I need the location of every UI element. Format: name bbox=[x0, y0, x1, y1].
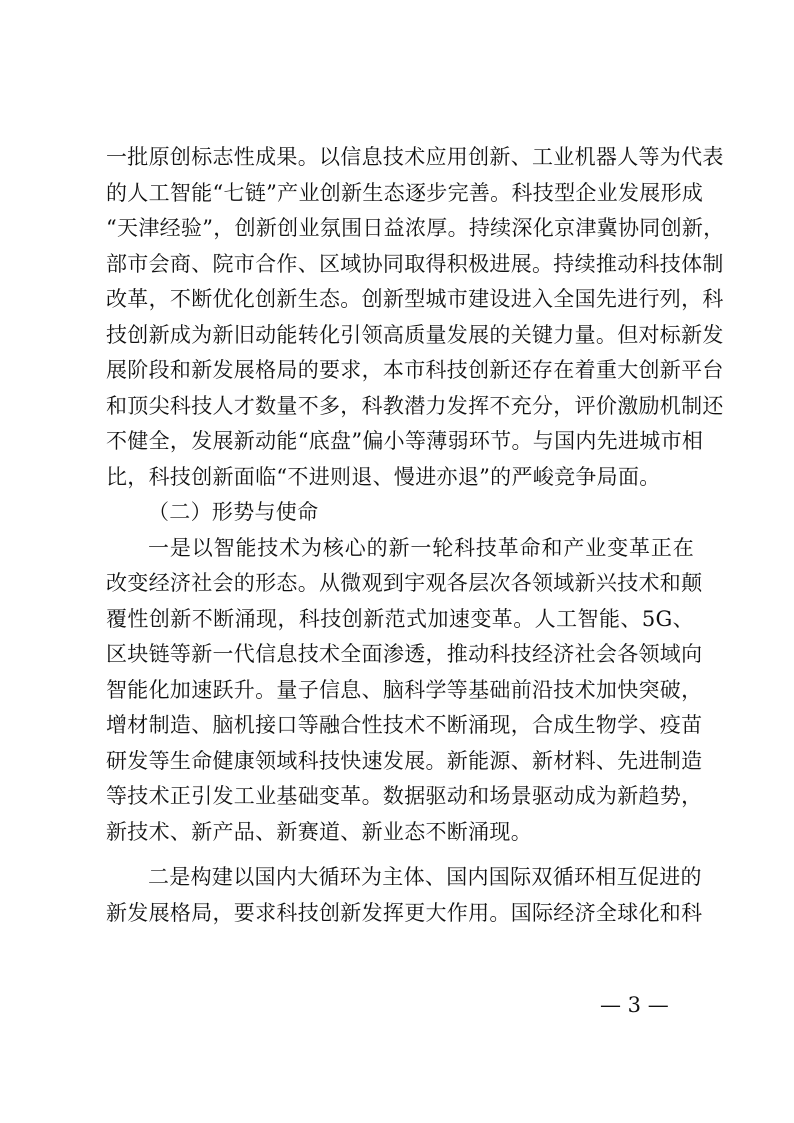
section-heading bbox=[106, 495, 694, 531]
text-line: 新技术、新产品、新赛道、新业态不断涌现。 bbox=[106, 819, 532, 844]
text-line: 部市会商、院市合作、区域协同取得积极进展。持续推动科技体制 bbox=[106, 251, 724, 276]
text-line: 和顶尖科技人才数量不多，科教潜力发挥不充分，评价激励机制还 bbox=[106, 393, 724, 418]
text-line: 增材制造、脑机接口等融合性技术不断涌现，合成生物学、疫苗 bbox=[106, 713, 703, 737]
text-line: 研发等生命健康领域科技快速发展。新能源、新材料、先进制造 bbox=[106, 748, 703, 773]
text-line: 不健全，发展新动能“底盘”偏小等薄弱环节。与国内先进城市相 bbox=[106, 429, 704, 453]
text-line: 智能化加速跃升。量子信息、脑科学等基础前沿技术加快突破， bbox=[106, 677, 703, 702]
text-line: 改革，不断优化创新生态。创新型城市建设进入全国先进行列，科 bbox=[106, 287, 724, 311]
text-line: 等技术正引发工业基础变革。数据驱动和场景驱动成为新趋势， bbox=[106, 784, 703, 808]
paragraph bbox=[106, 140, 725, 495]
text-line: 比，科技创新面临“不进则退、慢进亦退”的严峻竞争局面。 bbox=[106, 464, 661, 489]
page-number: — 3 — bbox=[600, 993, 669, 1017]
text-line: 一批原创标志性成果。以信息技术应用创新、工业机器人等为代表 bbox=[106, 145, 724, 169]
text-line: 区块链等新一代信息技术全面渗透，推动科技经济社会各领域向 bbox=[106, 642, 703, 666]
body-text bbox=[106, 140, 725, 931]
heading-text: （二）形势与使命 bbox=[148, 500, 319, 524]
text-line: 一是以智能技术为核心的新一轮科技革命和产业变革正在 bbox=[148, 535, 694, 560]
text-line: 覆性创新不断涌现，科技创新范式加速变革。人工智能、5G、 bbox=[106, 606, 694, 631]
text-line: 二是构建以国内大循环为主体、国内国际双循环相互促进的 bbox=[148, 865, 702, 889]
text-line: 展阶段和新发展格局的要求，本市科技创新还存在着重大创新平台 bbox=[106, 358, 724, 382]
text-line: 技创新成为新旧动能转化引领高质量发展的关键力量。但对标新发 bbox=[106, 322, 724, 347]
text-line: 新发展格局，要求科技创新发挥更大作用。国际经济全球化和科 bbox=[106, 900, 703, 925]
paragraph-gap bbox=[106, 850, 694, 860]
text-line: “天津经验”，创新创业氛围日益浓厚。持续深化京津冀协同创新， bbox=[106, 216, 725, 240]
text-line: 的人工智能“七链”产业创新生态逐步完善。科技型企业发展形成 bbox=[106, 180, 704, 205]
paragraph bbox=[106, 531, 703, 851]
paragraph bbox=[106, 860, 703, 931]
text-line: 改变经济社会的形态。从微观到宇观各层次各领域新兴技术和颠 bbox=[106, 571, 703, 595]
